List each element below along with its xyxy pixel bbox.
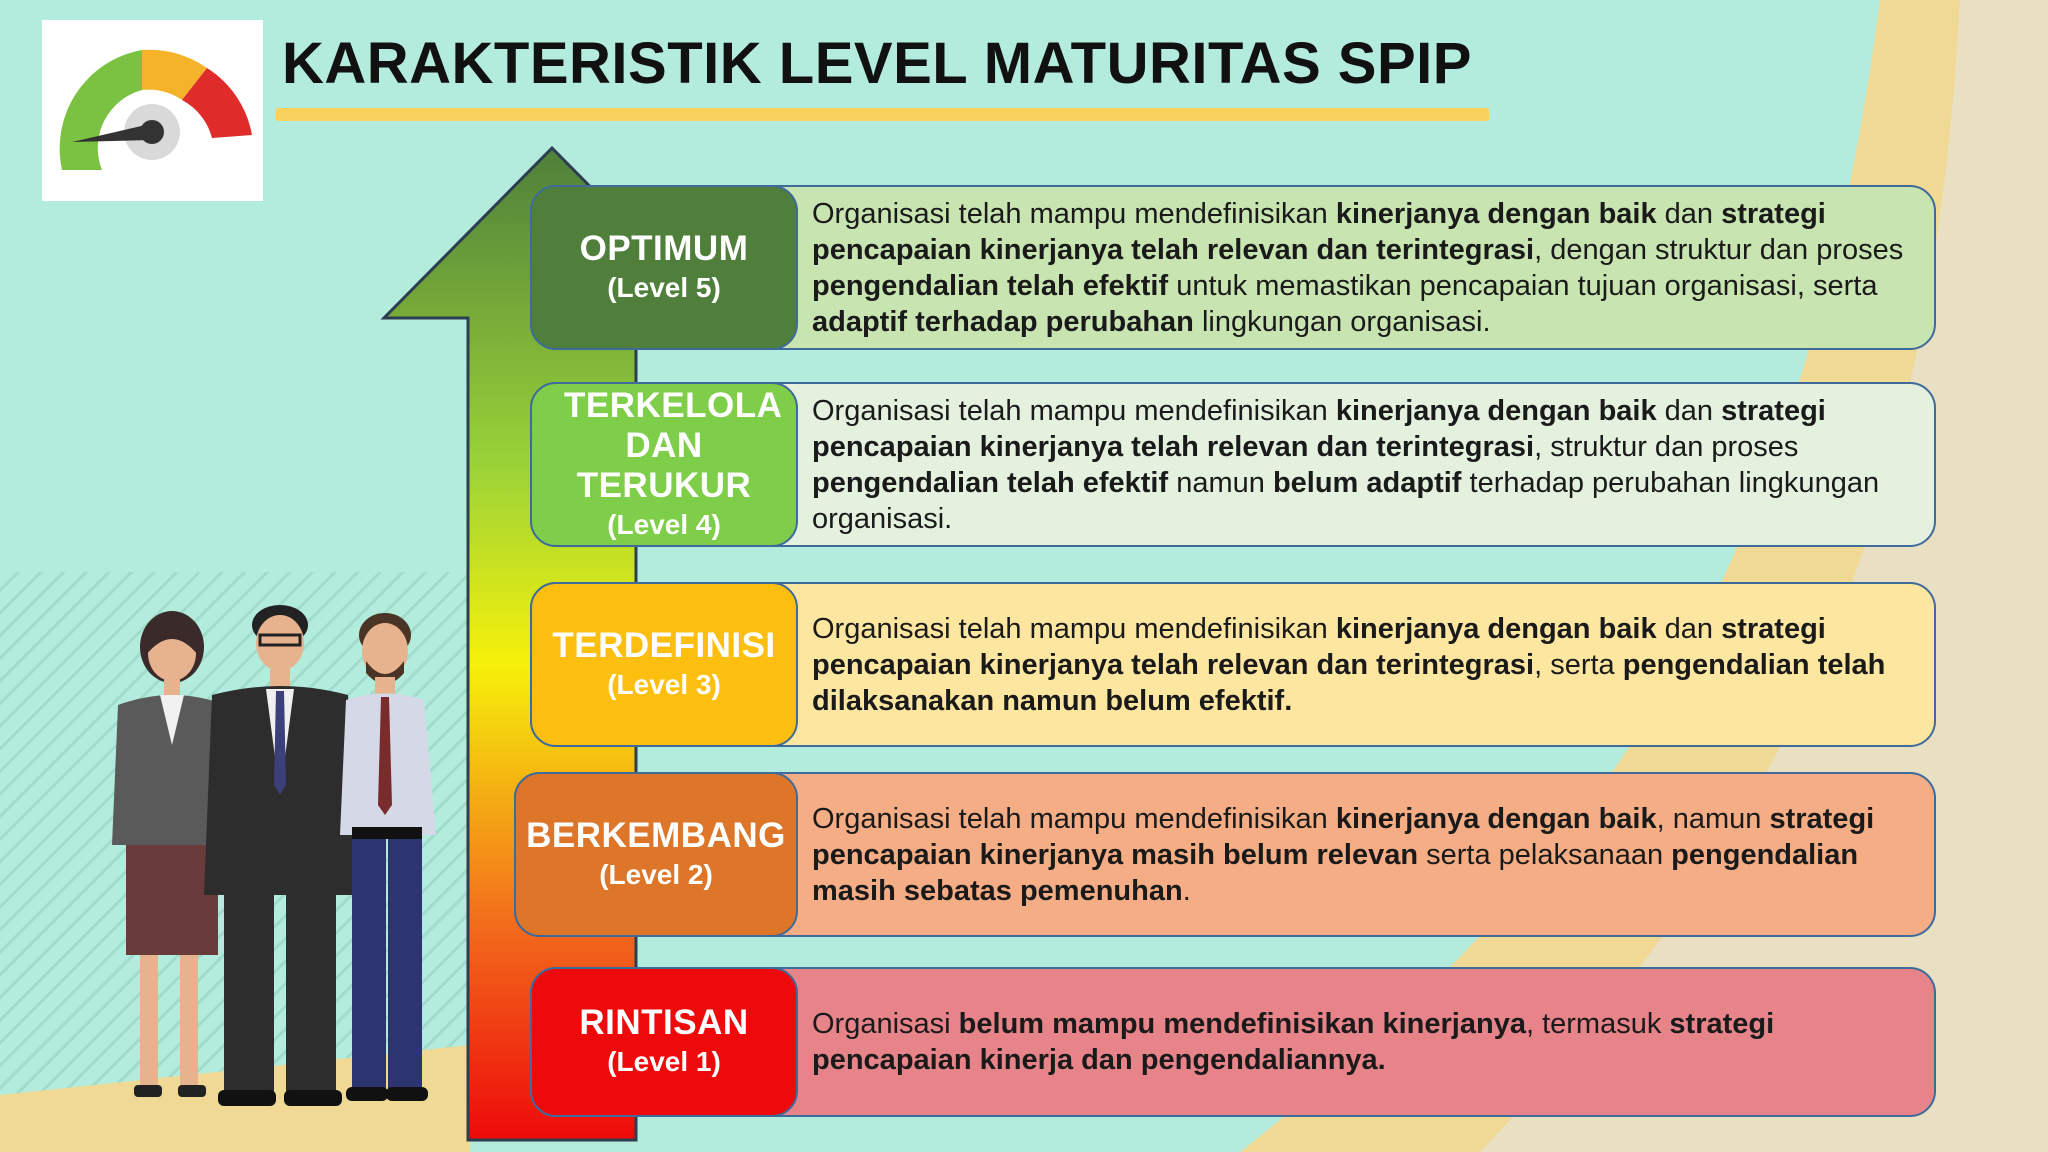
description-bold-text: strategi pencapaian kinerjanya telah relevan dan terintegrasi <box>812 612 1826 681</box>
description-text: , termasuk <box>1525 1008 1670 1040</box>
level-3-number: (Level 3) <box>607 668 721 700</box>
description-text: , dengan struktur dan proses <box>1534 233 1904 266</box>
description-text: , struktur dan proses <box>1534 430 1799 463</box>
businessman-figure <box>204 605 358 1106</box>
description-bold-text: adaptif terhadap perubahan <box>812 305 1194 338</box>
description-bold-text: pengendalian masih sebatas pemenuhan <box>812 838 1859 907</box>
description-text: Organisasi <box>812 1008 959 1040</box>
description-text: serta pelaksanaan <box>1418 838 1672 871</box>
level-4-name: TERKELOLA DAN TERUKUR <box>564 385 783 505</box>
description-text: dan <box>1656 394 1722 427</box>
level-3-description <box>812 611 1910 719</box>
description-bold-text: strategi pencapaian kinerjanya masih belum relevan <box>812 802 1875 871</box>
description-text: Organisasi telah mampu mendefinisikan <box>812 802 1336 835</box>
level-4-label-box <box>530 382 798 547</box>
level-5-number: (Level 5) <box>607 271 721 303</box>
man-in-shirt-figure <box>340 613 436 1101</box>
description-text: Organisasi telah mampu mendefinisikan <box>812 612 1336 645</box>
speedometer-logo <box>42 20 263 201</box>
level-5-label-box <box>530 185 798 350</box>
description-text: . <box>1182 874 1191 907</box>
description-text: , serta <box>1534 648 1623 681</box>
level-1-description <box>812 1006 1910 1078</box>
description-bold-text: kinerjanya dengan baik <box>1335 802 1657 835</box>
title-underline <box>276 108 1489 121</box>
level-3-label-box <box>530 582 798 747</box>
description-text: untuk memastikan pencapaian tujuan organisasi, serta <box>1168 269 1878 302</box>
level-5-name: OPTIMUM <box>579 228 749 268</box>
description-bold-text: strategi pencapaian kinerjanya telah relevan dan terintegrasi <box>812 394 1826 463</box>
description-bold-text: strategi pencapaian kinerjanya telah relevan dan terintegrasi <box>812 197 1826 266</box>
level-2-number: (Level 2) <box>599 858 713 890</box>
description-text: Organisasi telah mampu mendefinisikan <box>812 197 1336 230</box>
level-2-name: BERKEMBANG <box>526 815 786 855</box>
description-text: namun <box>1168 466 1273 499</box>
level-1-number: (Level 1) <box>607 1046 721 1077</box>
description-bold-text: pengendalian telah efektif <box>812 269 1169 302</box>
description-text: lingkungan organisasi. <box>1193 305 1491 338</box>
description-bold-text: strategi pencapaian kinerja dan pengendaliannya. <box>812 1008 1775 1076</box>
description-text: terhadap perubahan lingkungan organisasi. <box>812 466 1880 535</box>
description-text: Organisasi telah mampu mendefinisikan <box>812 394 1336 427</box>
level-1-name: RINTISAN <box>579 1003 749 1042</box>
description-text: , namun <box>1656 802 1770 835</box>
level-4-description <box>812 393 1910 537</box>
description-bold-text: belum adaptif <box>1272 466 1462 499</box>
level-2-description <box>812 801 1910 909</box>
description-bold-text: kinerjanya dengan baik <box>1335 612 1657 645</box>
description-text: dan <box>1656 197 1722 230</box>
level-2-label-box <box>514 772 798 937</box>
description-bold-text: kinerjanya dengan baik <box>1335 394 1657 427</box>
level-4-number: (Level 4) <box>607 508 721 540</box>
level-3-name: TERDEFINISI <box>552 625 776 665</box>
level-5-description <box>812 196 1910 340</box>
page-title: KARAKTERISTIK LEVEL MATURITAS SPIP <box>282 31 1472 96</box>
business-people-illustration <box>100 595 470 1115</box>
description-bold-text: kinerjanya dengan baik <box>1335 197 1657 230</box>
description-text: dan <box>1656 612 1722 645</box>
description-bold-text: belum mampu mendefinisikan kinerjanya <box>958 1008 1526 1040</box>
description-bold-text: pengendalian telah efektif <box>812 466 1169 499</box>
level-1-label-box <box>530 967 798 1117</box>
gauge-icon <box>42 20 263 201</box>
description-bold-text: pengendalian telah dilaksanakan namun belum efektif. <box>812 648 1886 717</box>
